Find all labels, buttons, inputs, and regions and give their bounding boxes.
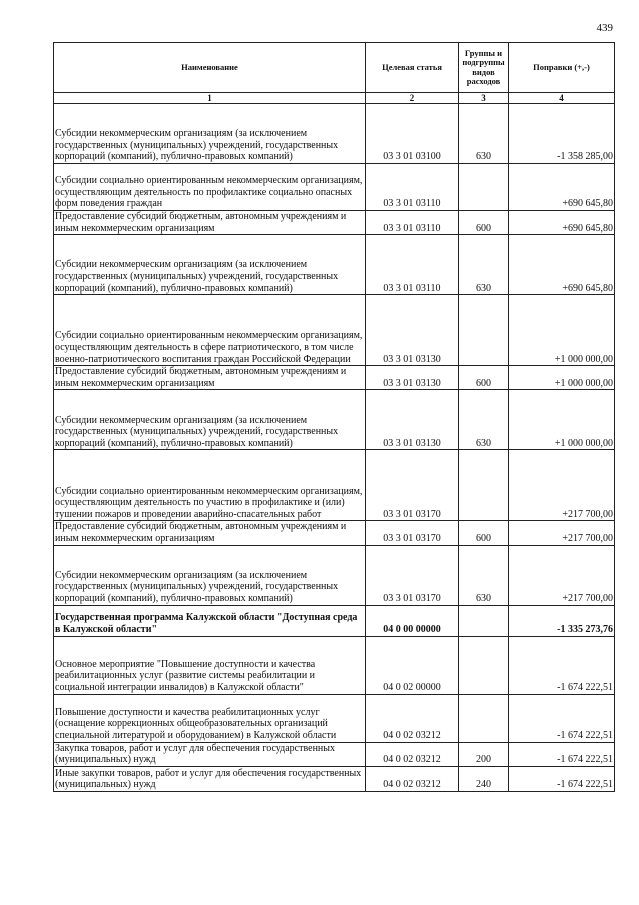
row-name: Предоставление субсидий бюджетным, автономным учреждениям и иным некоммерческим организациям xyxy=(54,211,366,235)
table-row xyxy=(54,104,615,164)
table-row xyxy=(54,235,615,295)
row-amount: -1 674 222,51 xyxy=(509,766,615,791)
row-amount: +217 700,00 xyxy=(509,545,615,605)
table-row xyxy=(54,742,615,766)
row-group xyxy=(459,450,509,521)
row-name: Повышение доступности и качества реабилитационных услуг (оснащение коррекционных общеобразовательных организаций специальной литературой и оборудованием) в Калужской области xyxy=(54,694,366,742)
table-row xyxy=(54,545,615,605)
row-code: 03 3 01 03170 xyxy=(366,521,459,545)
row-group xyxy=(459,605,509,636)
row-code: 03 3 01 03130 xyxy=(366,390,459,450)
row-group: 630 xyxy=(459,390,509,450)
row-amount: +690 645,80 xyxy=(509,164,615,211)
row-amount: +690 645,80 xyxy=(509,235,615,295)
table-row xyxy=(54,605,615,636)
row-group: 630 xyxy=(459,545,509,605)
row-code: 03 3 01 03130 xyxy=(366,366,459,390)
budget-table xyxy=(53,42,615,792)
row-amount: -1 674 222,51 xyxy=(509,636,615,694)
row-code: 03 3 01 03130 xyxy=(366,295,459,366)
row-name: Основное мероприятие "Повышение доступности и качества реабилитационных услуг (развитие системы реабилитации и социальной интеграции инвалидов) в Калужской области" xyxy=(54,636,366,694)
row-name: Иные закупки товаров, работ и услуг для обеспечения государственных (муниципальных) нужд xyxy=(54,766,366,791)
row-name: Государственная программа Калужской области "Доступная среда в Калужской области" xyxy=(54,605,366,636)
row-code: 04 0 00 00000 xyxy=(366,605,459,636)
table-row xyxy=(54,521,615,545)
row-code: 03 3 01 03170 xyxy=(366,450,459,521)
row-group: 240 xyxy=(459,766,509,791)
row-code: 04 0 02 00000 xyxy=(366,636,459,694)
row-name: Субсидии некоммерческим организациям (за исключением государственных (муниципальных) учреждений, государственных корпораций (компаний), публично-правовых компаний) xyxy=(54,104,366,164)
row-group xyxy=(459,636,509,694)
row-name: Субсидии социально ориентированным некоммерческим организациям, осуществляющим деятельность по профилактике социально опасных форм поведения граждан xyxy=(54,164,366,211)
header-row xyxy=(54,43,615,93)
table-row xyxy=(54,295,615,366)
row-name: Субсидии некоммерческим организациям (за исключением государственных (муниципальных) учреждений, государственных корпораций (компаний), публично-правовых компаний) xyxy=(54,235,366,295)
row-group: 600 xyxy=(459,211,509,235)
table-row xyxy=(54,211,615,235)
row-name: Субсидии социально ориентированным некоммерческим организациям, осуществляющим деятельность в сфере патриотического, в том числе военно-патриотического воспитания граждан Российской Федерации xyxy=(54,295,366,366)
row-amount: +1 000 000,00 xyxy=(509,295,615,366)
column-number: 4 xyxy=(509,93,615,104)
row-amount: -1 674 222,51 xyxy=(509,742,615,766)
row-code: 04 0 02 03212 xyxy=(366,766,459,791)
header-group: Группы и подгруппы видов расходов xyxy=(459,43,509,93)
column-number: 1 xyxy=(54,93,366,104)
row-name: Субсидии некоммерческим организациям (за исключением государственных (муниципальных) учреждений, государственных корпораций (компаний), публично-правовых компаний) xyxy=(54,545,366,605)
row-group: 200 xyxy=(459,742,509,766)
row-code: 03 3 01 03100 xyxy=(366,104,459,164)
row-code: 03 3 01 03110 xyxy=(366,211,459,235)
table-row xyxy=(54,636,615,694)
table-row xyxy=(54,450,615,521)
row-group xyxy=(459,694,509,742)
row-group xyxy=(459,295,509,366)
table-row xyxy=(54,694,615,742)
table-row xyxy=(54,766,615,791)
header-amount: Поправки (+,-) xyxy=(509,43,615,93)
row-amount: +690 645,80 xyxy=(509,211,615,235)
header-name: Наименование xyxy=(54,43,366,93)
row-group xyxy=(459,164,509,211)
row-name: Закупка товаров, работ и услуг для обеспечения государственных (муниципальных) нужд xyxy=(54,742,366,766)
row-amount: -1 358 285,00 xyxy=(509,104,615,164)
row-group: 600 xyxy=(459,521,509,545)
row-code: 04 0 02 03212 xyxy=(366,694,459,742)
row-code: 03 3 01 03170 xyxy=(366,545,459,605)
row-amount: +1 000 000,00 xyxy=(509,366,615,390)
row-amount: +217 700,00 xyxy=(509,450,615,521)
row-code: 03 3 01 03110 xyxy=(366,235,459,295)
row-amount: -1 674 222,51 xyxy=(509,694,615,742)
table-row xyxy=(54,366,615,390)
header-code: Целевая статья xyxy=(366,43,459,93)
row-name: Субсидии некоммерческим организациям (за исключением государственных (муниципальных) учреждений, государственных корпораций (компаний), публично-правовых компаний) xyxy=(54,390,366,450)
row-group: 630 xyxy=(459,235,509,295)
row-amount: -1 335 273,76 xyxy=(509,605,615,636)
row-amount: +217 700,00 xyxy=(509,521,615,545)
page-number: 439 xyxy=(596,22,613,34)
row-code: 04 0 02 03212 xyxy=(366,742,459,766)
column-number: 3 xyxy=(459,93,509,104)
row-name: Предоставление субсидий бюджетным, автономным учреждениям и иным некоммерческим организациям xyxy=(54,521,366,545)
row-group: 630 xyxy=(459,104,509,164)
table-row xyxy=(54,164,615,211)
table-row xyxy=(54,390,615,450)
row-name: Субсидии социально ориентированным некоммерческим организациям, осуществляющим деятельность по участию в профилактике и (или) тушении пожаров и проведении аварийно-спасательных работ xyxy=(54,450,366,521)
row-group: 600 xyxy=(459,366,509,390)
column-number: 2 xyxy=(366,93,459,104)
row-name: Предоставление субсидий бюджетным, автономным учреждениям и иным некоммерческим организациям xyxy=(54,366,366,390)
row-code: 03 3 01 03110 xyxy=(366,164,459,211)
row-amount: +1 000 000,00 xyxy=(509,390,615,450)
column-number-row xyxy=(54,93,615,104)
